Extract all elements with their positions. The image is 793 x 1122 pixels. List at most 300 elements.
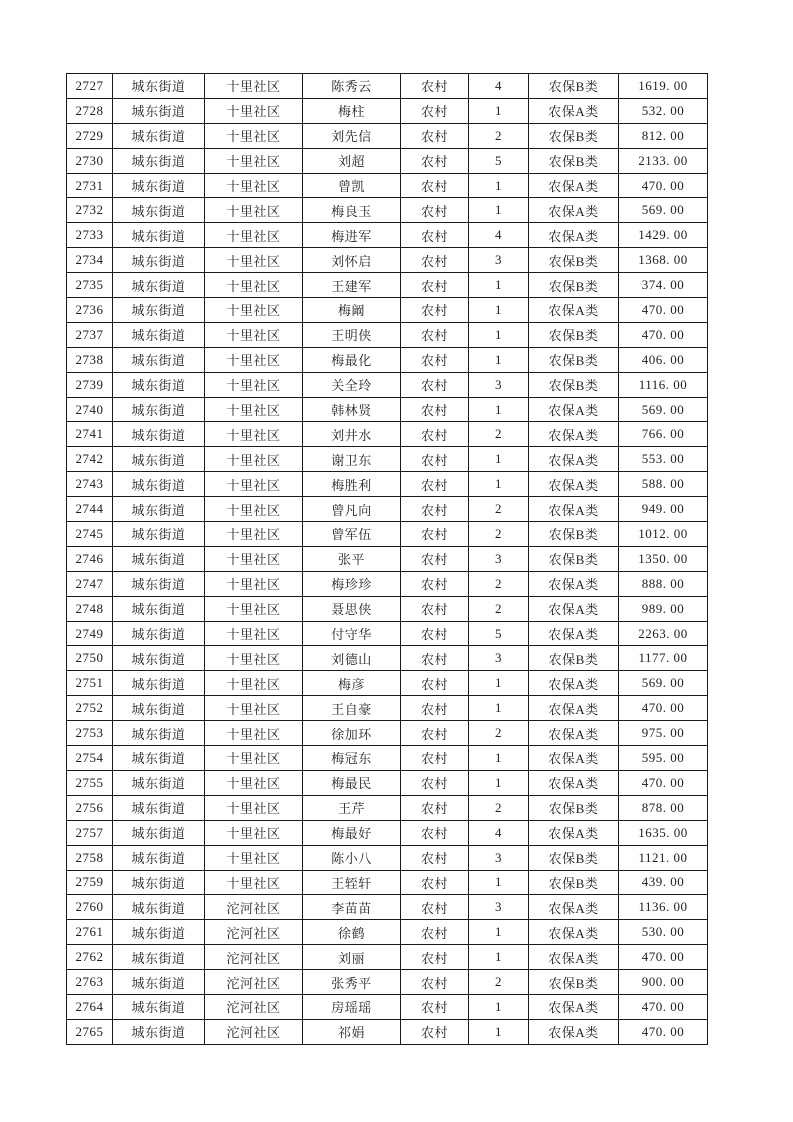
cell-count: 4 [469,223,529,248]
table-row [67,546,708,571]
cell-community: 十里社区 [205,820,303,845]
cell-amount: 406. 00 [619,347,708,372]
cell-category: 农保A类 [529,173,619,198]
cell-count: 1 [469,696,529,721]
cell-seq: 2728 [67,98,113,123]
cell-count: 1 [469,945,529,970]
cell-category: 农保B类 [529,870,619,895]
cell-type: 农村 [401,621,469,646]
table-row [67,198,708,223]
cell-type: 农村 [401,223,469,248]
cell-seq: 2731 [67,173,113,198]
cell-seq: 2754 [67,746,113,771]
cell-community: 十里社区 [205,322,303,347]
cell-category: 农保A类 [529,1019,619,1044]
cell-amount: 1635. 00 [619,820,708,845]
cell-count: 1 [469,746,529,771]
cell-street: 城东街道 [113,994,205,1019]
cell-category: 农保A类 [529,98,619,123]
cell-count: 3 [469,845,529,870]
cell-type: 农村 [401,472,469,497]
cell-amount: 1012. 00 [619,522,708,547]
cell-amount: 439. 00 [619,870,708,895]
cell-category: 农保B类 [529,123,619,148]
cell-community: 十里社区 [205,198,303,223]
cell-street: 城东街道 [113,671,205,696]
cell-count: 4 [469,820,529,845]
cell-street: 城东街道 [113,870,205,895]
cell-count: 1 [469,397,529,422]
cell-category: 农保B类 [529,646,619,671]
cell-name: 刘先信 [303,123,401,148]
cell-street: 城东街道 [113,372,205,397]
cell-type: 农村 [401,596,469,621]
cell-name: 刘丽 [303,945,401,970]
table-row [67,621,708,646]
cell-category: 农保A类 [529,820,619,845]
cell-type: 农村 [401,770,469,795]
cell-amount: 766. 00 [619,422,708,447]
cell-count: 1 [469,273,529,298]
table-row [67,522,708,547]
cell-name: 刘超 [303,148,401,173]
cell-type: 农村 [401,497,469,522]
cell-name: 梅珍珍 [303,571,401,596]
cell-type: 农村 [401,148,469,173]
cell-street: 城东街道 [113,223,205,248]
cell-category: 农保B类 [529,522,619,547]
table-row [67,746,708,771]
cell-type: 农村 [401,945,469,970]
cell-street: 城东街道 [113,422,205,447]
cell-type: 农村 [401,795,469,820]
cell-community: 十里社区 [205,273,303,298]
cell-street: 城东街道 [113,522,205,547]
cell-community: 沱河社区 [205,994,303,1019]
cell-amount: 530. 00 [619,920,708,945]
cell-category: 农保A类 [529,198,619,223]
cell-community: 十里社区 [205,98,303,123]
cell-category: 农保A类 [529,596,619,621]
cell-count: 3 [469,895,529,920]
cell-street: 城东街道 [113,173,205,198]
cell-seq: 2727 [67,74,113,99]
cell-amount: 1136. 00 [619,895,708,920]
cell-amount: 1619. 00 [619,74,708,99]
cell-count: 1 [469,472,529,497]
cell-community: 十里社区 [205,522,303,547]
cell-seq: 2734 [67,248,113,273]
table-row [67,994,708,1019]
cell-name: 陈秀云 [303,74,401,99]
cell-amount: 1177. 00 [619,646,708,671]
cell-category: 农保B类 [529,347,619,372]
table-row [67,148,708,173]
cell-street: 城东街道 [113,770,205,795]
cell-name: 梅柱 [303,98,401,123]
cell-type: 农村 [401,123,469,148]
cell-amount: 470. 00 [619,1019,708,1044]
cell-seq: 2747 [67,571,113,596]
cell-category: 农保A类 [529,994,619,1019]
cell-street: 城东街道 [113,123,205,148]
cell-amount: 1116. 00 [619,372,708,397]
table-row [67,845,708,870]
cell-amount: 374. 00 [619,273,708,298]
table-row [67,795,708,820]
cell-count: 2 [469,795,529,820]
cell-community: 十里社区 [205,397,303,422]
cell-amount: 470. 00 [619,770,708,795]
cell-amount: 1429. 00 [619,223,708,248]
table-row [67,671,708,696]
cell-seq: 2732 [67,198,113,223]
cell-community: 十里社区 [205,248,303,273]
cell-name: 曾凡向 [303,497,401,522]
cell-seq: 2742 [67,447,113,472]
cell-seq: 2764 [67,994,113,1019]
cell-seq: 2738 [67,347,113,372]
table-row [67,422,708,447]
cell-seq: 2759 [67,870,113,895]
cell-street: 城东街道 [113,621,205,646]
cell-category: 农保B类 [529,322,619,347]
table-row [67,347,708,372]
cell-type: 农村 [401,74,469,99]
cell-count: 4 [469,74,529,99]
cell-amount: 569. 00 [619,397,708,422]
cell-community: 十里社区 [205,671,303,696]
benefit-roster-body [67,74,708,1045]
cell-category: 农保A类 [529,920,619,945]
cell-amount: 470. 00 [619,945,708,970]
table-row [67,945,708,970]
cell-name: 刘井水 [303,422,401,447]
cell-community: 十里社区 [205,746,303,771]
table-row [67,223,708,248]
table-row [67,497,708,522]
cell-street: 城东街道 [113,148,205,173]
table-row [67,571,708,596]
cell-category: 农保A类 [529,945,619,970]
cell-street: 城东街道 [113,970,205,995]
cell-street: 城东街道 [113,546,205,571]
cell-street: 城东街道 [113,347,205,372]
cell-street: 城东街道 [113,447,205,472]
cell-community: 十里社区 [205,347,303,372]
cell-category: 农保A类 [529,721,619,746]
cell-category: 农保A类 [529,447,619,472]
cell-name: 曾军伍 [303,522,401,547]
cell-name: 梅胜利 [303,472,401,497]
cell-amount: 569. 00 [619,198,708,223]
cell-community: 十里社区 [205,646,303,671]
cell-category: 农保A类 [529,621,619,646]
cell-street: 城东街道 [113,646,205,671]
table-row [67,273,708,298]
cell-name: 韩林贤 [303,397,401,422]
cell-type: 农村 [401,173,469,198]
cell-community: 十里社区 [205,795,303,820]
table-row [67,123,708,148]
cell-type: 农村 [401,970,469,995]
table-row [67,322,708,347]
cell-category: 农保B类 [529,248,619,273]
cell-amount: 470. 00 [619,322,708,347]
cell-count: 1 [469,322,529,347]
cell-count: 1 [469,920,529,945]
cell-street: 城东街道 [113,696,205,721]
cell-seq: 2758 [67,845,113,870]
table-row [67,397,708,422]
cell-amount: 1121. 00 [619,845,708,870]
cell-count: 2 [469,970,529,995]
cell-seq: 2741 [67,422,113,447]
cell-seq: 2756 [67,795,113,820]
cell-category: 农保B类 [529,546,619,571]
cell-amount: 532. 00 [619,98,708,123]
cell-street: 城东街道 [113,198,205,223]
cell-amount: 595. 00 [619,746,708,771]
table-row [67,248,708,273]
cell-community: 沱河社区 [205,920,303,945]
cell-amount: 812. 00 [619,123,708,148]
table-row [67,447,708,472]
cell-count: 3 [469,372,529,397]
cell-seq: 2735 [67,273,113,298]
cell-category: 农保B类 [529,970,619,995]
cell-community: 十里社区 [205,422,303,447]
cell-name: 曾凯 [303,173,401,198]
cell-count: 1 [469,994,529,1019]
cell-category: 农保A类 [529,571,619,596]
cell-name: 王自豪 [303,696,401,721]
cell-count: 1 [469,173,529,198]
cell-seq: 2730 [67,148,113,173]
cell-seq: 2765 [67,1019,113,1044]
cell-type: 农村 [401,98,469,123]
cell-name: 刘德山 [303,646,401,671]
cell-name: 张平 [303,546,401,571]
cell-name: 梅进军 [303,223,401,248]
cell-seq: 2762 [67,945,113,970]
cell-category: 农保A类 [529,397,619,422]
cell-name: 梅最民 [303,770,401,795]
cell-name: 陈小八 [303,845,401,870]
cell-seq: 2744 [67,497,113,522]
cell-count: 2 [469,123,529,148]
cell-name: 王建军 [303,273,401,298]
cell-community: 十里社区 [205,298,303,323]
table-row [67,696,708,721]
cell-category: 农保B类 [529,845,619,870]
cell-type: 农村 [401,920,469,945]
cell-count: 3 [469,248,529,273]
cell-amount: 1350. 00 [619,546,708,571]
cell-community: 十里社区 [205,546,303,571]
cell-seq: 2745 [67,522,113,547]
cell-amount: 569. 00 [619,671,708,696]
cell-type: 农村 [401,422,469,447]
cell-category: 农保A类 [529,746,619,771]
cell-type: 农村 [401,397,469,422]
table-row [67,920,708,945]
cell-street: 城东街道 [113,820,205,845]
cell-street: 城东街道 [113,571,205,596]
cell-category: 农保B类 [529,148,619,173]
cell-type: 农村 [401,546,469,571]
cell-category: 农保A类 [529,497,619,522]
cell-community: 沱河社区 [205,945,303,970]
cell-community: 十里社区 [205,845,303,870]
cell-seq: 2737 [67,322,113,347]
cell-community: 沱河社区 [205,1019,303,1044]
cell-amount: 470. 00 [619,298,708,323]
cell-street: 城东街道 [113,1019,205,1044]
cell-seq: 2757 [67,820,113,845]
table-row [67,472,708,497]
cell-street: 城东街道 [113,721,205,746]
cell-count: 2 [469,422,529,447]
cell-street: 城东街道 [113,74,205,99]
cell-name: 王芹 [303,795,401,820]
cell-name: 张秀平 [303,970,401,995]
cell-category: 农保B类 [529,795,619,820]
cell-amount: 470. 00 [619,994,708,1019]
cell-count: 5 [469,148,529,173]
cell-type: 农村 [401,895,469,920]
cell-category: 农保B类 [529,74,619,99]
cell-community: 十里社区 [205,223,303,248]
table-row [67,646,708,671]
cell-seq: 2763 [67,970,113,995]
table-row [67,721,708,746]
cell-amount: 553. 00 [619,447,708,472]
cell-name: 祁娟 [303,1019,401,1044]
table-row [67,820,708,845]
cell-name: 梅冠东 [303,746,401,771]
cell-count: 5 [469,621,529,646]
cell-street: 城东街道 [113,845,205,870]
cell-category: 农保A类 [529,223,619,248]
cell-name: 关全玲 [303,372,401,397]
cell-type: 农村 [401,671,469,696]
cell-type: 农村 [401,298,469,323]
cell-type: 农村 [401,372,469,397]
cell-seq: 2733 [67,223,113,248]
cell-community: 十里社区 [205,372,303,397]
cell-category: 农保A类 [529,472,619,497]
cell-name: 王明侠 [303,322,401,347]
cell-street: 城东街道 [113,273,205,298]
cell-street: 城东街道 [113,920,205,945]
cell-count: 1 [469,98,529,123]
cell-amount: 989. 00 [619,596,708,621]
cell-community: 十里社区 [205,173,303,198]
cell-count: 2 [469,596,529,621]
table-row [67,1019,708,1044]
cell-category: 农保A类 [529,422,619,447]
cell-community: 十里社区 [205,870,303,895]
cell-name: 徐加环 [303,721,401,746]
cell-community: 十里社区 [205,74,303,99]
cell-seq: 2752 [67,696,113,721]
cell-street: 城东街道 [113,397,205,422]
cell-type: 农村 [401,845,469,870]
cell-community: 沱河社区 [205,970,303,995]
cell-street: 城东街道 [113,472,205,497]
cell-amount: 2263. 00 [619,621,708,646]
cell-name: 梅最好 [303,820,401,845]
cell-community: 十里社区 [205,497,303,522]
cell-seq: 2736 [67,298,113,323]
cell-seq: 2761 [67,920,113,945]
cell-street: 城东街道 [113,596,205,621]
cell-street: 城东街道 [113,98,205,123]
cell-street: 城东街道 [113,746,205,771]
cell-count: 1 [469,347,529,372]
cell-name: 刘怀启 [303,248,401,273]
table-row [67,98,708,123]
cell-category: 农保B类 [529,273,619,298]
cell-count: 1 [469,298,529,323]
table-row [67,173,708,198]
benefit-roster-table [66,73,708,1045]
cell-category: 农保B类 [529,372,619,397]
cell-seq: 2755 [67,770,113,795]
cell-community: 十里社区 [205,696,303,721]
cell-street: 城东街道 [113,248,205,273]
cell-community: 沱河社区 [205,895,303,920]
cell-category: 农保A类 [529,671,619,696]
cell-category: 农保A类 [529,696,619,721]
cell-amount: 900. 00 [619,970,708,995]
table-row [67,372,708,397]
cell-type: 农村 [401,721,469,746]
cell-count: 3 [469,546,529,571]
cell-name: 梅最化 [303,347,401,372]
cell-count: 2 [469,571,529,596]
cell-street: 城东街道 [113,795,205,820]
cell-type: 农村 [401,273,469,298]
cell-name: 王轾轩 [303,870,401,895]
table-row [67,970,708,995]
cell-seq: 2750 [67,646,113,671]
cell-seq: 2746 [67,546,113,571]
cell-count: 2 [469,522,529,547]
cell-name: 李苗苗 [303,895,401,920]
cell-category: 农保A类 [529,895,619,920]
cell-seq: 2753 [67,721,113,746]
cell-amount: 470. 00 [619,696,708,721]
cell-count: 1 [469,671,529,696]
cell-street: 城东街道 [113,497,205,522]
table-row [67,770,708,795]
cell-type: 农村 [401,696,469,721]
cell-type: 农村 [401,571,469,596]
cell-community: 十里社区 [205,770,303,795]
cell-name: 房瑶瑶 [303,994,401,1019]
cell-type: 农村 [401,347,469,372]
cell-count: 2 [469,497,529,522]
cell-seq: 2740 [67,397,113,422]
cell-count: 1 [469,770,529,795]
cell-count: 1 [469,1019,529,1044]
cell-street: 城东街道 [113,322,205,347]
table-row [67,74,708,99]
table-row [67,895,708,920]
cell-amount: 1368. 00 [619,248,708,273]
